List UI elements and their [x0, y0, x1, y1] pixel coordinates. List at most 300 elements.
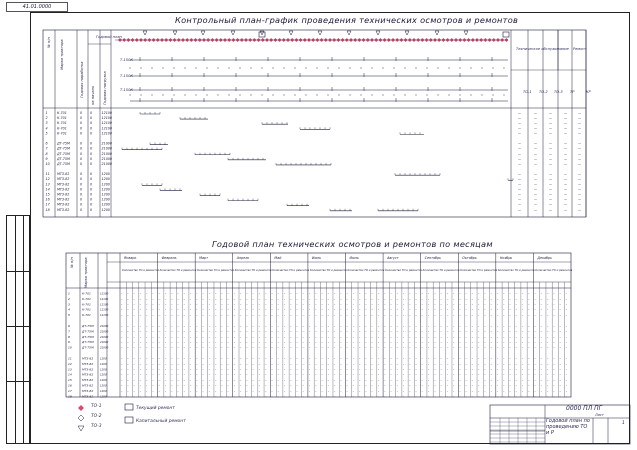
t2-cell-dash: – — [515, 297, 517, 301]
t2-cell-dash: – — [384, 373, 386, 377]
t2-cell-dash: – — [546, 303, 549, 307]
t2-cell-dash: – — [121, 335, 123, 339]
t1-cell-dash: — — [534, 126, 537, 131]
t1-cell-b: 0 — [90, 192, 93, 197]
t2-cell-dash: – — [177, 292, 179, 296]
t2-cell-dash: – — [158, 292, 160, 296]
t2-cell-dash: – — [565, 362, 568, 366]
t2-cell-dash: – — [315, 325, 317, 328]
t2-cell-dash: – — [521, 379, 524, 383]
t2-cell-dash: – — [189, 346, 192, 350]
t2-cell-dash: – — [434, 335, 436, 339]
t2-cell-dash: – — [540, 373, 542, 377]
t1-cell-a: 0 — [80, 192, 83, 197]
t2-cell-dash: – — [540, 297, 542, 301]
t2-cell-dash: – — [196, 362, 198, 366]
t2-cell-dash: – — [421, 362, 423, 366]
t2-cell-dash: – — [396, 379, 398, 383]
t1-cell-dash: — — [578, 156, 581, 161]
t2-cell-dash: – — [221, 357, 223, 361]
t2-cell-dash: – — [183, 368, 185, 372]
t2-cell-dash: – — [146, 389, 148, 393]
t2-cell-dash: – — [189, 379, 192, 383]
t2-month-label: Сентябрь — [424, 256, 442, 260]
t2-cell-dash: – — [478, 335, 480, 339]
t2-cell-dash: – — [290, 373, 292, 377]
t2-cell-dash: – — [484, 362, 486, 366]
t1-cell-num: 7 — [45, 146, 48, 151]
t2-cell-dash: – — [540, 368, 542, 372]
t2-cell-dash: – — [202, 325, 204, 328]
t2-cell-dash: – — [359, 297, 361, 301]
t2-cell-num: 4 — [68, 307, 70, 312]
t2-cell-dash: – — [139, 314, 142, 318]
t1-cell-a: 0 — [80, 161, 83, 166]
t2-cell-dash: – — [321, 325, 323, 328]
t2-cell-dash: – — [146, 357, 148, 361]
t2-cell-dash: – — [565, 346, 568, 350]
t2-cell-dash: – — [371, 357, 373, 361]
t2-cell-dash: – — [196, 335, 198, 339]
t2-cell-dash: – — [496, 346, 499, 350]
t2-month-label: Май — [274, 256, 282, 260]
t2-cell-dash: – — [427, 308, 430, 312]
t2-cell-dash: – — [290, 335, 292, 339]
t2-cell-dash: – — [240, 357, 242, 361]
t2-cell-dash: – — [271, 335, 273, 339]
t2-cell-dash: – — [503, 373, 505, 377]
t2-cell-dash: – — [346, 297, 348, 301]
t2-cell-dash: – — [427, 357, 430, 361]
t2-cell-dash: – — [515, 335, 517, 339]
t2-cell-dash: – — [346, 362, 348, 366]
t1-cell-c: 1200 — [101, 202, 110, 207]
t2-cell-dash: – — [189, 303, 192, 307]
t2-cell-dash: – — [503, 292, 505, 296]
t2-cell-dash: – — [139, 297, 142, 301]
t2-cell-dash: – — [434, 341, 436, 345]
t2-cell-dash: – — [446, 389, 449, 393]
t2-cell-dash: – — [490, 303, 492, 307]
t2-cell-dash: – — [465, 308, 467, 312]
t2-cell-dash: – — [340, 379, 342, 383]
t2-cell-dash: – — [471, 357, 474, 361]
t2-cell-dash: – — [415, 325, 417, 328]
t2-cell-dash: – — [515, 325, 517, 328]
schedule-title: Контрольный план-график проведения технических осмотров и ремонтов — [175, 15, 519, 25]
t2-cell-dash: – — [384, 330, 386, 334]
t1-cell-c: 1200 — [101, 192, 110, 197]
t2-cell-dash: – — [183, 330, 185, 334]
t2-cell-dash: – — [496, 303, 499, 307]
t2-cell-dash: – — [521, 395, 524, 399]
t2-cell-dash: – — [121, 330, 123, 334]
t2-cell-dash: – — [177, 303, 179, 307]
t2-cell-dash: – — [240, 379, 242, 383]
t2-cell-dash: – — [196, 379, 198, 383]
t2-cell-dash: – — [227, 373, 229, 377]
t1-cell-brand: ДТ-75М — [57, 161, 70, 166]
t1-cell-b: 0 — [90, 207, 93, 212]
t2-cell-dash: – — [478, 384, 480, 388]
t2-cell-dash: – — [546, 357, 549, 361]
t2-cell-dash: – — [327, 314, 330, 318]
t1-cell-dash: — — [549, 131, 552, 136]
t2-cell-dash: – — [465, 330, 467, 334]
t2-cell-dash: – — [478, 292, 480, 296]
t2-cell-dash: – — [352, 389, 355, 393]
t1-cell-dash: — — [564, 151, 567, 156]
t2-cell-dash: – — [396, 292, 398, 296]
t2-month-sub: Количество ТО и ремонтов — [122, 269, 159, 272]
t2-cell-dash: – — [365, 346, 367, 350]
t2-cell-dash: – — [271, 297, 273, 301]
t2-cell-dash: – — [127, 368, 129, 372]
t1-cell-c: 12100 — [101, 131, 112, 136]
t1-cell-dash: — — [518, 121, 521, 126]
t2-cell-dash: – — [271, 357, 273, 361]
t2-cell-dash: – — [490, 362, 492, 366]
t2-cell-dash: – — [152, 384, 154, 388]
t2-cell-dash: – — [409, 341, 411, 345]
t2-cell-dash: – — [540, 330, 542, 334]
t2-cell-dash: – — [127, 346, 129, 350]
t2-cell-dash: – — [515, 314, 517, 318]
t2-cell-dash: – — [478, 379, 480, 383]
t2-cell-dash: – — [152, 368, 154, 372]
t2-cell-dash: – — [302, 335, 304, 339]
t2-cell-dash: – — [509, 297, 511, 301]
t1-cell-c: 1200 — [101, 207, 110, 212]
t2-cell-dash: – — [240, 325, 242, 328]
t2-cell-dash: – — [546, 341, 549, 345]
t2-cell-dash: – — [440, 389, 442, 393]
t2-cell-dash: – — [208, 308, 210, 312]
t2-cell-dash: – — [308, 362, 311, 366]
t2-cell-dash: – — [340, 341, 342, 345]
t2-cell-dash: – — [553, 341, 555, 345]
t2-cell-dash: – — [484, 389, 486, 393]
t2-cell-dash: – — [146, 292, 148, 296]
t2-cell-dash: – — [164, 297, 167, 301]
t2-cell-dash: – — [290, 297, 292, 301]
t2-cell-dash: – — [221, 373, 223, 377]
t2-cell-dash: – — [490, 357, 492, 361]
t2-cell-dash: – — [271, 330, 273, 334]
t2-cell-dash: – — [384, 308, 386, 312]
t2-cell-dash: – — [396, 395, 398, 399]
t2-cell-dash: – — [164, 368, 167, 372]
t2-cell-dash: – — [402, 335, 405, 339]
t2-cell-dash: – — [139, 389, 142, 393]
t1-cell-dash: — — [549, 192, 552, 197]
t2-cell-num: 2 — [68, 296, 70, 301]
t2-cell-dash: – — [271, 314, 273, 318]
t2-cell-dash: – — [396, 384, 398, 388]
t2-cell-dash: – — [534, 384, 536, 388]
t2-cell-dash: – — [252, 379, 254, 383]
t2-cell-dash: – — [121, 357, 123, 361]
t2-cell-dash: – — [290, 346, 292, 350]
t2-cell-dash: – — [503, 379, 505, 383]
t2-cell-dash: – — [359, 362, 361, 366]
t2-cell-dash: – — [452, 303, 455, 307]
t2-cell-load: 21000 — [100, 330, 109, 334]
t2-cell-dash: – — [283, 379, 286, 383]
t2-cell-dash: – — [371, 373, 373, 377]
t2-cell-dash: – — [484, 395, 486, 399]
t2-cell-dash: – — [189, 335, 192, 339]
t2-cell-dash: – — [308, 325, 311, 328]
t1-cell-dash: — — [549, 116, 552, 121]
t2-cell-dash: – — [446, 330, 449, 334]
t2-cell-dash: – — [315, 314, 317, 318]
t2-cell-dash: – — [559, 395, 561, 399]
t1-header-b: на начало — [91, 85, 95, 105]
t1-header-tech-service: Техническое обслуживание — [516, 47, 569, 51]
t1-cell-dash: — — [518, 192, 521, 197]
to2-marker — [405, 31, 409, 35]
t1-cell-dash: — — [564, 202, 567, 207]
t2-cell-dash: – — [146, 297, 148, 301]
t2-month-label: Февраль — [161, 256, 177, 260]
t2-cell-dash: – — [315, 303, 317, 307]
t2-cell-dash: – — [427, 368, 430, 372]
t2-cell-dash: – — [427, 335, 430, 339]
t2-cell-dash: – — [265, 373, 267, 377]
t2-cell-dash: – — [359, 357, 361, 361]
t2-cell-dash: – — [415, 292, 417, 296]
t2-cell-dash: – — [296, 314, 298, 318]
t1-cell-dash: — — [518, 151, 521, 156]
t2-cell-dash: – — [528, 314, 530, 318]
t2-cell-dash: – — [308, 357, 311, 361]
t2-cell-dash: – — [534, 303, 536, 307]
t2-cell-dash: – — [240, 303, 242, 307]
t2-cell-dash: – — [546, 346, 549, 350]
t2-cell-dash: – — [396, 362, 398, 366]
t2-cell-dash: – — [214, 395, 217, 399]
t1-cell-a: 0 — [80, 172, 83, 177]
t2-cell-dash: – — [352, 384, 355, 388]
t2-cell-dash: – — [327, 297, 330, 301]
t1-cell-dash: — — [549, 177, 552, 182]
t1-cell-b: 0 — [90, 146, 93, 151]
t2-cell-dash: – — [196, 341, 198, 345]
t2-cell-dash: – — [553, 379, 555, 383]
t1-cell-c: 12100 — [101, 126, 112, 131]
t2-cell-dash: – — [315, 292, 317, 296]
t2-month-sub: Количество ТО и ремонтов — [234, 269, 272, 272]
t2-cell-dash: – — [227, 297, 229, 301]
t2-cell-dash: – — [346, 373, 348, 377]
t2-cell-dash: – — [127, 297, 129, 301]
t2-cell-dash: – — [390, 308, 392, 312]
t2-cell-dash: – — [409, 335, 411, 339]
t2-cell-dash: – — [177, 384, 179, 388]
t2-cell-dash: – — [409, 314, 411, 318]
t2-cell-dash: – — [384, 297, 386, 301]
t2-cell-dash: – — [471, 335, 474, 339]
t2-cell-dash: – — [258, 308, 261, 312]
t2-cell-dash: – — [227, 346, 229, 350]
t2-cell-dash: – — [396, 325, 398, 328]
t2-cell-dash: – — [340, 346, 342, 350]
t2-cell-dash: – — [384, 335, 386, 339]
t2-cell-dash: – — [315, 330, 317, 334]
t2-cell-dash: – — [390, 357, 392, 361]
t2-cell-dash: – — [158, 308, 160, 312]
t2-cell-dash: – — [352, 292, 355, 296]
t2-cell-dash: – — [503, 362, 505, 366]
t2-cell-dash: – — [283, 395, 286, 399]
t2-cell-dash: – — [183, 384, 185, 388]
t1-cell-dash: — — [578, 182, 581, 187]
t2-cell-dash: – — [221, 297, 223, 301]
t2-cell-dash: – — [171, 335, 173, 339]
t2-cell-dash: – — [283, 330, 286, 334]
t2-cell-dash: – — [565, 325, 568, 328]
t2-cell-dash: – — [390, 335, 392, 339]
t2-cell-dash: – — [371, 389, 373, 393]
t2-month-label: Июль — [349, 256, 359, 260]
t2-cell-dash: – — [352, 341, 355, 345]
t2-cell-dash: – — [277, 297, 279, 301]
t1-cell-dash: — — [534, 121, 537, 126]
t1-cell-num: 6 — [45, 141, 48, 146]
t2-cell-dash: – — [333, 379, 336, 383]
t2-cell-dash: – — [177, 314, 179, 318]
t2-cell-dash: – — [171, 308, 173, 312]
t2-cell-dash: – — [446, 297, 449, 301]
t2-cell-dash: – — [528, 308, 530, 312]
t2-cell-dash: – — [227, 368, 229, 372]
t2-cell-dash: – — [333, 395, 336, 399]
t2-cell-dash: – — [321, 368, 323, 372]
t2-cell-dash: – — [183, 292, 185, 296]
t2-cell-dash: – — [171, 384, 173, 388]
t2-cell-dash: – — [258, 303, 261, 307]
t2-cell-dash: – — [183, 314, 185, 318]
t1-cell-dash: — — [549, 187, 552, 192]
t2-cell-brand: МТЗ-82 — [82, 361, 94, 366]
t2-cell-dash: – — [152, 379, 154, 383]
t2-cell-dash: – — [315, 389, 317, 393]
t2-cell-dash: – — [365, 368, 367, 372]
t2-cell-dash: – — [371, 362, 373, 366]
t2-cell-dash: – — [352, 395, 355, 399]
t2-cell-dash: – — [296, 357, 298, 361]
t2-cell-dash: – — [421, 335, 423, 339]
t2-cell-dash: – — [377, 335, 380, 339]
t2-cell-dash: – — [240, 373, 242, 377]
t2-cell-dash: – — [271, 389, 273, 393]
t2-cell-dash: – — [540, 314, 542, 318]
t2-cell-dash: – — [196, 373, 198, 377]
t2-cell-dash: – — [346, 395, 348, 399]
t2-cell-dash: – — [277, 330, 279, 334]
t2-cell-dash: – — [427, 303, 430, 307]
t2-cell-dash: – — [528, 292, 530, 296]
t2-cell-dash: – — [540, 357, 542, 361]
t1-cell-dash: — — [534, 182, 537, 187]
t2-cell-dash: – — [214, 325, 217, 328]
t2-cell-dash: – — [296, 330, 298, 334]
t2-cell-dash: – — [308, 330, 311, 334]
t2-cell-dash: – — [402, 297, 405, 301]
t2-cell-dash: – — [534, 341, 536, 345]
t2-cell-dash: – — [315, 341, 317, 345]
t2-cell-dash: – — [183, 389, 185, 393]
t2-cell-dash: – — [177, 346, 179, 350]
t2-cell-dash: – — [503, 308, 505, 312]
t2-cell-dash: – — [484, 341, 486, 345]
t1-cell-dash: — — [549, 161, 552, 166]
t1-group-label-3: Т-150К — [120, 88, 133, 92]
t2-cell-dash: – — [290, 395, 292, 399]
t2-cell-dash: – — [434, 379, 436, 383]
t2-cell-dash: – — [521, 308, 524, 312]
t2-cell-dash: – — [528, 335, 530, 339]
t2-cell-dash: – — [208, 373, 210, 377]
t2-cell-dash: – — [559, 308, 561, 312]
t2-cell-dash: – — [127, 389, 129, 393]
t2-cell-num: 10 — [68, 345, 72, 350]
t2-cell-dash: – — [521, 373, 524, 377]
legend-kr-icon — [125, 417, 133, 423]
t2-cell-dash: – — [146, 314, 148, 318]
t2-cell-dash: – — [321, 314, 323, 318]
t2-cell-dash: – — [402, 308, 405, 312]
t2-cell-dash: – — [283, 292, 286, 296]
t2-cell-dash: – — [402, 384, 405, 388]
t2-cell-dash: – — [553, 357, 555, 361]
t1-cell-brand: К-701 — [57, 121, 67, 126]
t2-cell-dash: – — [333, 373, 336, 377]
t2-cell-dash: – — [158, 297, 160, 301]
t2-cell-dash: – — [421, 314, 423, 318]
t2-cell-dash: – — [246, 308, 248, 312]
t2-cell-dash: – — [421, 325, 423, 328]
t2-cell-dash: – — [283, 308, 286, 312]
t2-cell-dash: – — [333, 303, 336, 307]
t2-cell-dash: – — [377, 325, 380, 328]
t2-cell-dash: – — [415, 341, 417, 345]
t2-cell-dash: – — [233, 346, 236, 350]
t2-cell-dash: – — [553, 314, 555, 318]
t2-cell-dash: – — [152, 357, 154, 361]
t1-cell-dash: — — [534, 187, 537, 192]
t2-cell-dash: – — [164, 330, 167, 334]
t2-cell-dash: – — [171, 303, 173, 307]
t2-cell-dash: – — [333, 335, 336, 339]
t2-cell-dash: – — [565, 335, 568, 339]
t2-cell-dash: – — [534, 368, 536, 372]
t2-cell-dash: – — [240, 368, 242, 372]
legend-to1-icon — [78, 405, 84, 411]
t2-cell-dash: – — [365, 330, 367, 334]
t2-cell-dash: – — [164, 395, 167, 399]
t2-cell-dash: – — [503, 384, 505, 388]
t1-cell-dash: — — [564, 121, 567, 126]
t2-cell-num: 3 — [68, 302, 70, 307]
t1-cell-a: 0 — [80, 151, 83, 156]
t1-cell-dash: — — [549, 121, 552, 126]
t2-cell-dash: – — [133, 341, 135, 345]
t2-cell-dash: – — [390, 384, 392, 388]
t2-cell-dash: – — [202, 357, 204, 361]
t2-cell-dash: – — [446, 314, 449, 318]
